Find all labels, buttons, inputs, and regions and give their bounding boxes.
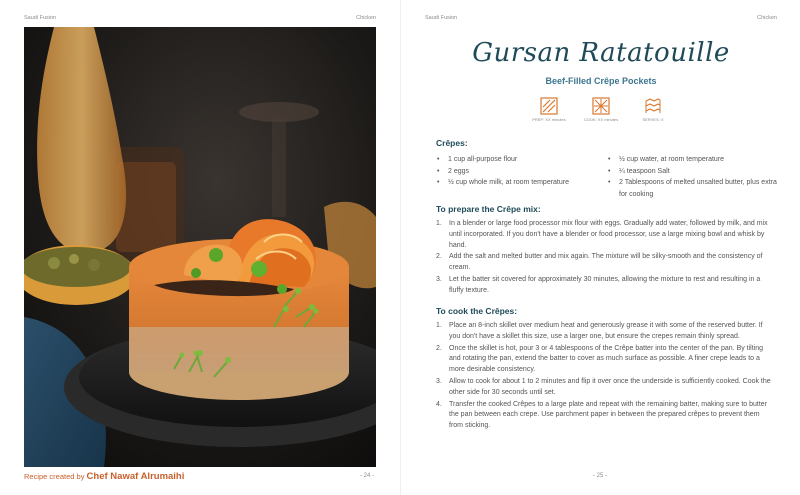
cook-steps	[436, 321, 774, 433]
step-text: Let the batter sit covered for approximately 30 minutes, allowing the mixture to rest and resulting in a fluffy texture.	[449, 275, 761, 294]
ingredient-item: • ½ cup water, at room temperature	[607, 154, 777, 166]
step-item: 1. In a blender or large food processor mix flour with eggs. Gradually add water, followed by milk, and mix until incorporated. If you don't have a blender or food processor, use a large mixing bowl and whisk by hand.	[436, 220, 768, 249]
prepare-heading: To prepare the Crêpe mix:	[436, 204, 541, 214]
recipe-subtitle: Beef-Filled Crêpe Pockets	[545, 76, 657, 86]
crepes-heading: Crêpes:	[436, 138, 468, 148]
running-head-book: Saudi Fusion	[24, 15, 57, 21]
cook-label: COOK: XX minutes	[583, 117, 619, 122]
right-page	[400, 0, 800, 495]
stat-serves	[625, 97, 681, 122]
step-text: Add the salt and melted butter and mix again. The mixture will be silky-smooth and the consistency of cream.	[449, 253, 763, 272]
ingredients-list-left	[436, 154, 606, 189]
step-text: Once the skillet is hot, pour 3 or 4 tablespoons of the Crêpe batter into the center of the pan. By tilting and rotating the pan, extend the batter to cover as much surface as possible. A finer crepe leads to a more desirable consistency.	[449, 344, 764, 374]
prep-label: PREP: XX minutes	[532, 117, 566, 122]
recipe-stats	[521, 97, 681, 127]
stat-prep	[521, 97, 577, 122]
step-text: Transfer the cooked Crêpes to a large plate and repeat with the remaining batter, making sure to butter the pan between each crepe. Use parchment paper in between the prepared crêpes to prevent them from sticking.	[449, 400, 768, 430]
step-item: 4. Transfer the cooked Crêpes to a large plate and repeat with the remaining batter, making sure to butter the pan between each crepe. Use parchment paper in between the prepared crêpes to prevent them from sticking.	[436, 400, 768, 430]
serves-label: SERVES: X	[642, 117, 664, 122]
serves-icon	[644, 97, 662, 115]
step-item: 3. Let the batter sit covered for approximately 30 minutes, allowing the mixture to rest and resulting in a fluffy texture.	[436, 275, 761, 294]
cook-icon	[592, 97, 610, 115]
cook-heading: To cook the Crêpes:	[436, 306, 518, 316]
step-text: In a blender or large food processor mix flour with eggs. Gradually add water, followed by milk, and mix until incorporated. If you don't have a blender or food processor, use a large mixing bowl and whisk by hand.	[449, 220, 768, 249]
step-text: Place an 8-inch skillet over medium heat and generously grease it with some of the reserved butter. If you don't have a skillet this size, use a larger one, but ensure the crepes remain thinly spread.	[449, 322, 763, 340]
chef-name: Chef Nawaf Alrumaihi	[86, 471, 185, 482]
step-item: 3. Allow to cook for about 1 to 2 minutes and flip it over once the underside is sufficiently cooked. Cook the other side for 30 seconds until set.	[436, 377, 771, 396]
page-number-left: - 24 -	[360, 473, 375, 479]
prep-icon	[540, 97, 558, 115]
stat-cook	[573, 97, 629, 122]
dish-photo	[24, 27, 376, 467]
ingredient-item: • 1 cup all-purpose flour	[436, 154, 606, 166]
running-head-chapter: Chicken	[356, 15, 376, 21]
ingredient-item: • ½ cup whole milk, at room temperature	[436, 177, 606, 189]
step-item: 2. Once the skillet is hot, pour 3 or 4 tablespoons of the Crêpe batter into the center of the pan. By tilting and rotating the pan, extend the batter to cover as much surface as possible. A finer crepe leads to a more desirable consistency.	[436, 344, 764, 374]
ingredient-item: • 2 eggs	[436, 166, 606, 178]
prepare-steps	[436, 219, 774, 298]
ingredient-item: • ¼ teaspoon Salt	[607, 166, 777, 178]
recipe-credit	[24, 471, 184, 482]
ingredient-item: • 2 Tablespoons of melted unsalted butter, plus extra for cooking	[607, 177, 777, 200]
running-head-chapter: Chicken	[757, 15, 777, 21]
credit-prefix: Recipe created by	[24, 472, 85, 481]
running-head-book: Saudi Fusion	[425, 15, 458, 21]
ingredients-list-right	[607, 154, 777, 200]
recipe-title: Gursan Ratatouille	[472, 38, 730, 68]
page-number-right: - 25 -	[593, 473, 608, 479]
step-text: Allow to cook for about 1 to 2 minutes and flip it over once the underside is sufficiently cooked. Cook the other side for 30 seconds until set.	[449, 377, 771, 396]
step-item: 2. Add the salt and melted butter and mix again. The mixture will be silky-smooth and the consistency of cream.	[436, 253, 763, 272]
step-item: 1. Place an 8-inch skillet over medium heat and generously grease it with some of the reserved butter. If you don't have a skillet this size, use a larger one, but ensure the crepes remain thinly spread.	[436, 322, 763, 340]
